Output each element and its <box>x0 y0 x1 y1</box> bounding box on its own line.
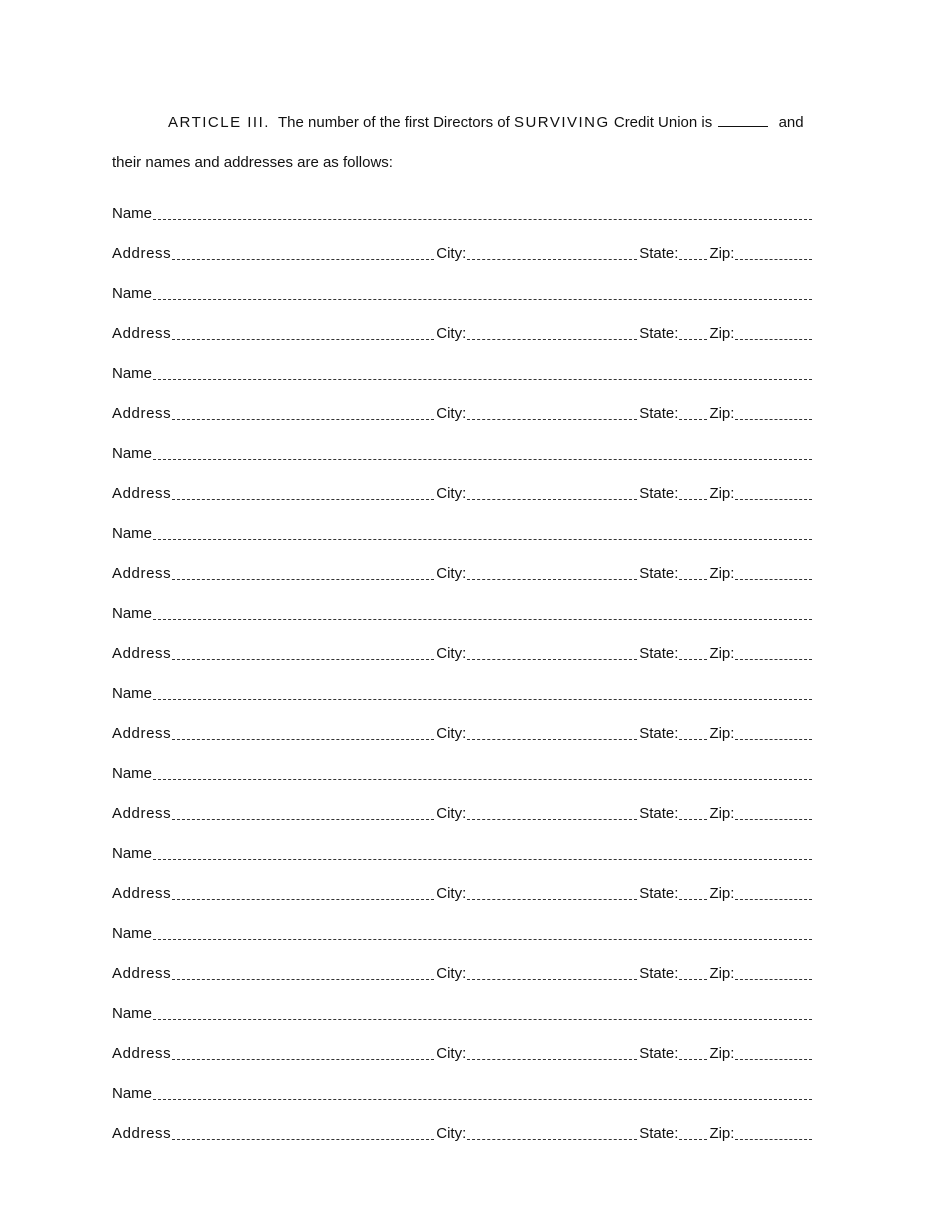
director-address-row <box>112 234 812 274</box>
address-blank[interactable] <box>172 899 434 900</box>
zip-blank[interactable] <box>735 819 812 820</box>
city-label: City: <box>436 1125 467 1142</box>
zip-label: Zip: <box>709 965 735 982</box>
director-address-row <box>112 1034 812 1074</box>
city-label: City: <box>436 1045 467 1062</box>
state-blank[interactable] <box>679 579 707 580</box>
city-label: City: <box>436 325 467 342</box>
city-blank[interactable] <box>467 339 637 340</box>
zip-blank[interactable] <box>735 499 812 500</box>
address-label: Address <box>112 1125 172 1142</box>
city-blank[interactable] <box>467 1059 637 1060</box>
director-address-row <box>112 954 812 994</box>
city-label: City: <box>436 805 467 822</box>
article-heading: ARTICLE III. <box>168 114 270 131</box>
state-label: State: <box>639 1045 679 1062</box>
address-blank[interactable] <box>172 1059 434 1060</box>
director-entries <box>112 194 812 1154</box>
city-blank[interactable] <box>467 259 637 260</box>
address-blank[interactable] <box>172 579 434 580</box>
address-label: Address <box>112 885 172 902</box>
director-name-row <box>112 514 812 554</box>
director-name-row <box>112 594 812 634</box>
state-blank[interactable] <box>679 899 707 900</box>
address-label: Address <box>112 805 172 822</box>
zip-label: Zip: <box>709 405 735 422</box>
address-label: Address <box>112 1045 172 1062</box>
director-name-row <box>112 1074 812 1114</box>
zip-blank[interactable] <box>735 1059 812 1060</box>
name-blank[interactable] <box>153 619 812 620</box>
state-label: State: <box>639 965 679 982</box>
state-label: State: <box>639 565 679 582</box>
state-label: State: <box>639 805 679 822</box>
zip-label: Zip: <box>709 725 735 742</box>
zip-label: Zip: <box>709 325 735 342</box>
intro-text-c: and <box>778 114 804 131</box>
address-label: Address <box>112 645 172 662</box>
state-label: State: <box>639 245 679 262</box>
name-label: Name <box>112 445 153 462</box>
state-label: State: <box>639 485 679 502</box>
director-address-row <box>112 874 812 914</box>
state-blank[interactable] <box>679 499 707 500</box>
state-label: State: <box>639 325 679 342</box>
state-label: State: <box>639 405 679 422</box>
state-label: State: <box>639 725 679 742</box>
name-label: Name <box>112 685 153 702</box>
name-blank[interactable] <box>153 539 812 540</box>
address-blank[interactable] <box>172 259 434 260</box>
director-address-row <box>112 634 812 674</box>
zip-label: Zip: <box>709 645 735 662</box>
city-blank[interactable] <box>467 579 637 580</box>
city-label: City: <box>436 645 467 662</box>
zip-blank[interactable] <box>735 1139 812 1140</box>
name-label: Name <box>112 365 153 382</box>
director-address-row <box>112 314 812 354</box>
director-name-row <box>112 194 812 234</box>
address-blank[interactable] <box>172 819 434 820</box>
address-blank[interactable] <box>172 419 434 420</box>
name-label: Name <box>112 765 153 782</box>
state-blank[interactable] <box>679 1139 707 1140</box>
state-blank[interactable] <box>679 739 707 740</box>
zip-blank[interactable] <box>735 659 812 660</box>
name-blank[interactable] <box>153 459 812 460</box>
state-blank[interactable] <box>679 659 707 660</box>
director-address-row <box>112 394 812 434</box>
zip-blank[interactable] <box>735 979 812 980</box>
address-blank[interactable] <box>172 739 434 740</box>
director-address-row <box>112 1114 812 1154</box>
state-blank[interactable] <box>679 819 707 820</box>
state-blank[interactable] <box>679 1059 707 1060</box>
state-label: State: <box>639 645 679 662</box>
director-name-row <box>112 754 812 794</box>
name-blank[interactable] <box>153 379 812 380</box>
name-label: Name <box>112 285 153 302</box>
address-blank[interactable] <box>172 979 434 980</box>
zip-blank[interactable] <box>735 739 812 740</box>
director-name-row <box>112 434 812 474</box>
city-blank[interactable] <box>467 819 637 820</box>
name-blank[interactable] <box>153 859 812 860</box>
name-label: Name <box>112 205 153 222</box>
zip-label: Zip: <box>709 485 735 502</box>
director-address-row <box>112 554 812 594</box>
article-intro-line1 <box>168 114 812 131</box>
address-label: Address <box>112 725 172 742</box>
zip-blank[interactable] <box>735 579 812 580</box>
name-blank[interactable] <box>153 779 812 780</box>
director-name-row <box>112 914 812 954</box>
address-label: Address <box>112 325 172 342</box>
name-blank[interactable] <box>153 219 812 220</box>
city-label: City: <box>436 485 467 502</box>
zip-label: Zip: <box>709 1045 735 1062</box>
name-blank[interactable] <box>153 1019 812 1020</box>
state-blank[interactable] <box>679 259 707 260</box>
director-address-row <box>112 474 812 514</box>
address-label: Address <box>112 485 172 502</box>
address-label: Address <box>112 965 172 982</box>
name-blank[interactable] <box>153 299 812 300</box>
city-blank[interactable] <box>467 419 637 420</box>
director-name-row <box>112 994 812 1034</box>
zip-blank[interactable] <box>735 899 812 900</box>
director-name-row <box>112 834 812 874</box>
name-blank[interactable] <box>153 699 812 700</box>
name-blank[interactable] <box>153 939 812 940</box>
name-label: Name <box>112 1005 153 1022</box>
zip-blank[interactable] <box>735 419 812 420</box>
state-label: State: <box>639 1125 679 1142</box>
state-blank[interactable] <box>679 419 707 420</box>
city-label: City: <box>436 965 467 982</box>
city-blank[interactable] <box>467 659 637 660</box>
intro-text-a: The number of the first Directors of <box>278 114 510 131</box>
city-label: City: <box>436 725 467 742</box>
name-blank[interactable] <box>153 1099 812 1100</box>
zip-label: Zip: <box>709 805 735 822</box>
address-label: Address <box>112 565 172 582</box>
article-intro-line2: their names and addresses are as follows: <box>112 154 393 171</box>
address-label: Address <box>112 245 172 262</box>
name-label: Name <box>112 525 153 542</box>
city-label: City: <box>436 405 467 422</box>
state-blank[interactable] <box>679 339 707 340</box>
director-address-row <box>112 794 812 834</box>
zip-blank[interactable] <box>735 259 812 260</box>
director-name-row <box>112 674 812 714</box>
city-blank[interactable] <box>467 899 637 900</box>
zip-label: Zip: <box>709 245 735 262</box>
address-blank[interactable] <box>172 1139 434 1140</box>
state-label: State: <box>639 885 679 902</box>
intro-text-b: Credit Union is <box>613 114 713 131</box>
city-label: City: <box>436 245 467 262</box>
director-address-row <box>112 714 812 754</box>
city-blank[interactable] <box>467 739 637 740</box>
director-name-row <box>112 274 812 314</box>
director-count-blank[interactable] <box>718 114 768 127</box>
state-blank[interactable] <box>679 979 707 980</box>
address-blank[interactable] <box>172 499 434 500</box>
city-blank[interactable] <box>467 1139 637 1140</box>
city-label: City: <box>436 885 467 902</box>
director-name-row <box>112 354 812 394</box>
credit-union-name: SURVIVING <box>513 114 610 131</box>
name-label: Name <box>112 1085 153 1102</box>
name-label: Name <box>112 845 153 862</box>
name-label: Name <box>112 925 153 942</box>
zip-blank[interactable] <box>735 339 812 340</box>
address-label: Address <box>112 405 172 422</box>
name-label: Name <box>112 605 153 622</box>
address-blank[interactable] <box>172 659 434 660</box>
city-label: City: <box>436 565 467 582</box>
zip-label: Zip: <box>709 885 735 902</box>
zip-label: Zip: <box>709 1125 735 1142</box>
city-blank[interactable] <box>467 499 637 500</box>
city-blank[interactable] <box>467 979 637 980</box>
zip-label: Zip: <box>709 565 735 582</box>
address-blank[interactable] <box>172 339 434 340</box>
